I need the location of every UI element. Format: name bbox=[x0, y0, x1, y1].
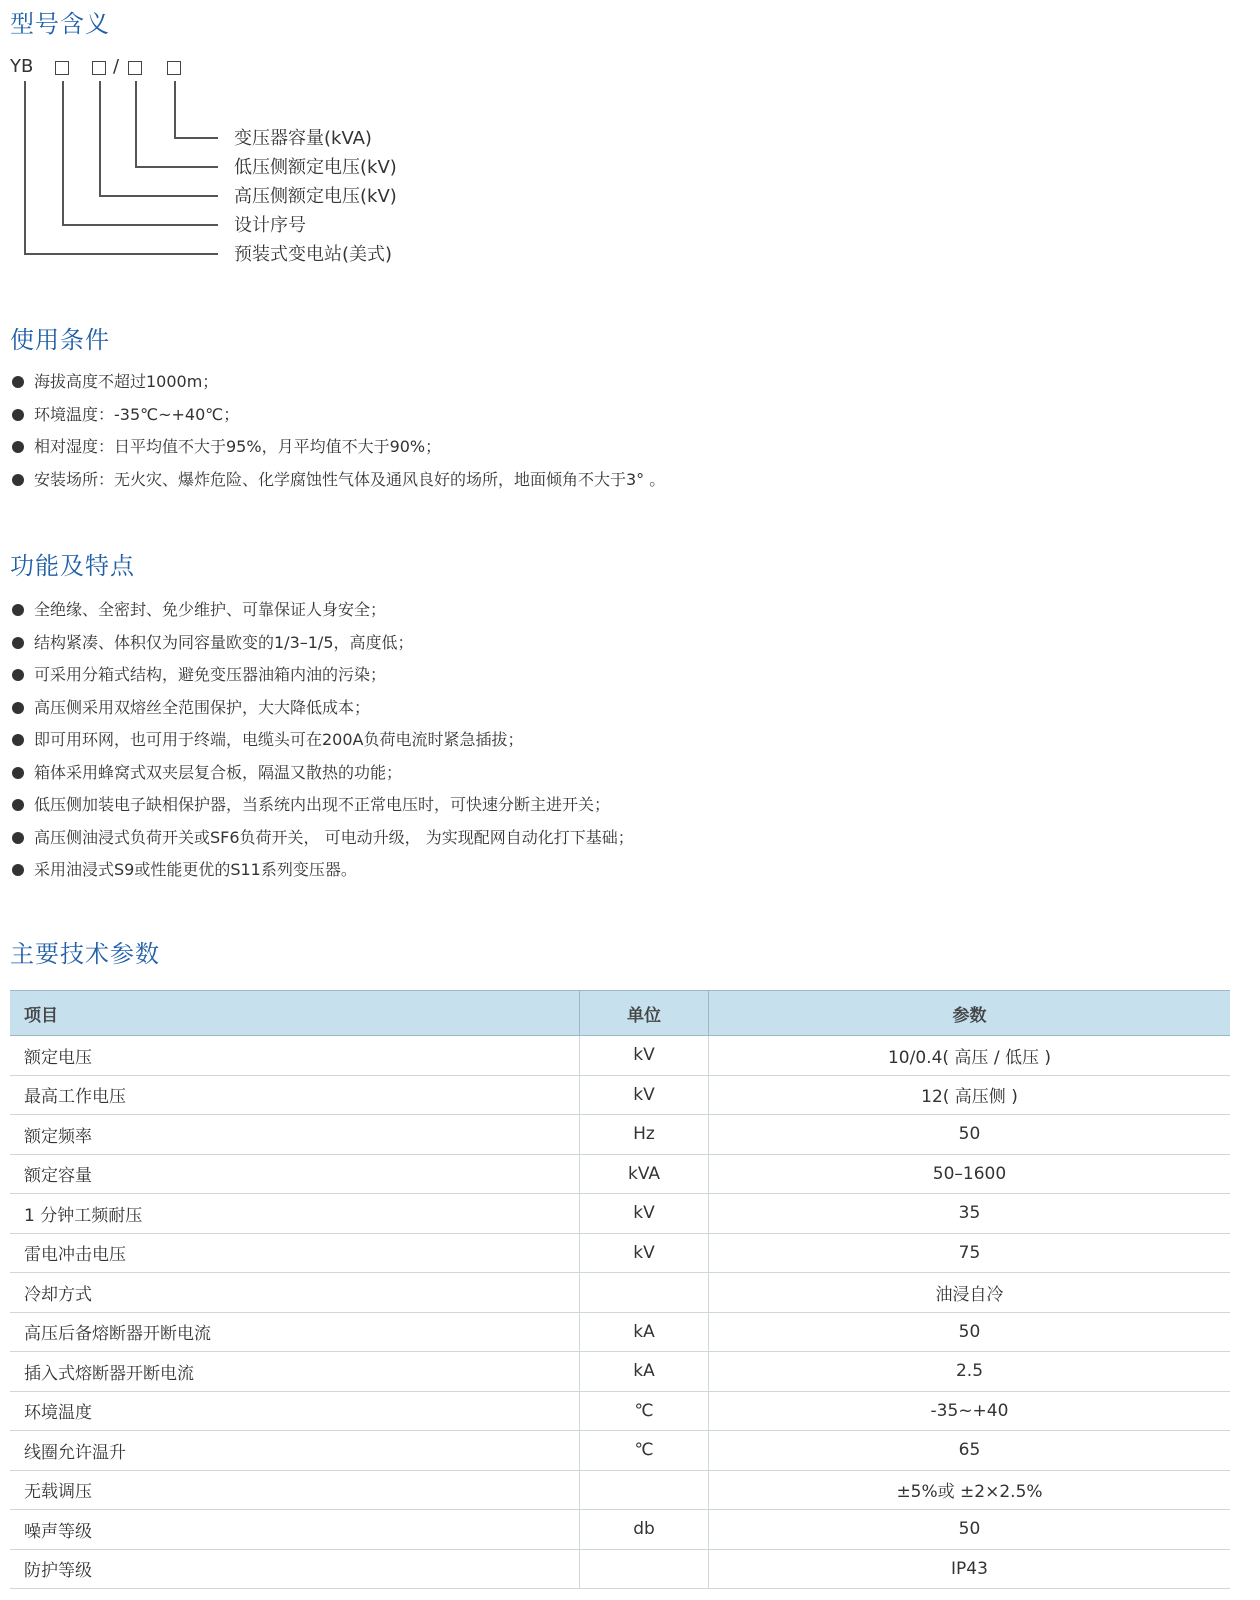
bullet-dot-icon bbox=[12, 702, 24, 714]
bullet-dot-icon bbox=[12, 474, 24, 486]
code-box-capacity bbox=[167, 61, 181, 75]
cell-unit bbox=[580, 1549, 709, 1589]
legend-hv-voltage: 高压侧额定电压(kV) bbox=[234, 186, 397, 207]
section-title-features: 功能及特点 bbox=[10, 552, 135, 580]
cell-item: 高压后备熔断器开断电流 bbox=[10, 1312, 580, 1352]
bullet-dot-icon bbox=[12, 604, 24, 616]
usage-conditions-list bbox=[10, 366, 665, 496]
list-item-text: 相对湿度：日平均值不大于95%，月平均值不大于90%； bbox=[34, 437, 442, 456]
model-code-prefix: YB bbox=[10, 56, 34, 77]
header-unit: 单位 bbox=[580, 991, 709, 1036]
list-item bbox=[10, 822, 634, 855]
cell-unit: ℃ bbox=[580, 1431, 709, 1471]
code-box-hv-voltage bbox=[92, 61, 106, 75]
bullet-dot-icon bbox=[12, 767, 24, 779]
cell-item: 1 分钟工频耐压 bbox=[10, 1194, 580, 1234]
bullet-dot-icon bbox=[12, 409, 24, 421]
table-row bbox=[10, 1431, 1230, 1471]
bracket-line bbox=[24, 81, 26, 253]
cell-item: 额定电压 bbox=[10, 1036, 580, 1076]
table-row bbox=[10, 1115, 1230, 1155]
list-item-text: 可采用分箱式结构，避免变压器油箱内油的污染； bbox=[34, 665, 387, 684]
table-row bbox=[10, 1312, 1230, 1352]
bracket-line bbox=[135, 81, 137, 166]
legend-substation-type: 预装式变电站(美式) bbox=[234, 244, 393, 265]
list-item bbox=[10, 399, 665, 432]
table-row bbox=[10, 1470, 1230, 1510]
list-item-text: 全绝缘、全密封、免少维护、可靠保证人身安全； bbox=[34, 600, 387, 619]
table-row bbox=[10, 1510, 1230, 1550]
table-header-row bbox=[10, 991, 1230, 1036]
model-code-diagram bbox=[0, 50, 700, 290]
code-slash: / bbox=[113, 56, 120, 77]
cell-item: 雷电冲击电压 bbox=[10, 1233, 580, 1273]
cell-param: 50 bbox=[709, 1312, 1231, 1352]
list-item-text: 环境温度：-35℃~+40℃； bbox=[34, 404, 240, 424]
cell-item: 环境温度 bbox=[10, 1391, 580, 1431]
list-item-text: 箱体采用蜂窝式双夹层复合板，隔温又散热的功能； bbox=[34, 762, 403, 782]
list-item-text: 即可用环网，也可用于终端，电缆头可在200A负荷电流时紧急插拔； bbox=[34, 730, 524, 749]
list-item-text: 采用油浸式S9或性能更优的S11系列变压器。 bbox=[34, 860, 357, 879]
table-row bbox=[10, 1154, 1230, 1194]
cell-unit: kA bbox=[580, 1352, 709, 1392]
cell-unit: kV bbox=[580, 1075, 709, 1115]
header-param: 参数 bbox=[709, 991, 1231, 1036]
table-row bbox=[10, 1233, 1230, 1273]
list-item bbox=[10, 431, 665, 464]
cell-item: 防护等级 bbox=[10, 1549, 580, 1589]
cell-param: 油浸自冷 bbox=[709, 1273, 1231, 1313]
bracket-line bbox=[99, 81, 101, 195]
tech-params-body bbox=[10, 1036, 1230, 1589]
table-row bbox=[10, 1194, 1230, 1234]
bullet-dot-icon bbox=[12, 441, 24, 453]
cell-unit bbox=[580, 1470, 709, 1510]
tech-params-table bbox=[10, 990, 1230, 1589]
table-row bbox=[10, 1273, 1230, 1313]
cell-item: 冷却方式 bbox=[10, 1273, 580, 1313]
cell-item: 额定频率 bbox=[10, 1115, 580, 1155]
cell-param: 50 bbox=[709, 1510, 1231, 1550]
cell-unit: kV bbox=[580, 1036, 709, 1076]
cell-param: 35 bbox=[709, 1194, 1231, 1234]
list-item bbox=[10, 627, 634, 660]
section-title-usage-conditions: 使用条件 bbox=[10, 326, 110, 354]
list-item-text: 高压侧油浸式负荷开关或SF6负荷开关， 可电动升级， 为实现配网自动化打下基础； bbox=[34, 827, 634, 847]
cell-param: 10/0.4( 高压 / 低压 ) bbox=[709, 1036, 1231, 1076]
table-row bbox=[10, 1075, 1230, 1115]
cell-unit: ℃ bbox=[580, 1391, 709, 1431]
cell-item: 额定容量 bbox=[10, 1154, 580, 1194]
table-row bbox=[10, 1036, 1230, 1076]
bracket-line bbox=[24, 253, 218, 255]
cell-unit: kV bbox=[580, 1194, 709, 1234]
bullet-dot-icon bbox=[12, 637, 24, 649]
list-item bbox=[10, 659, 634, 692]
cell-param: 50–1600 bbox=[709, 1154, 1231, 1194]
legend-capacity: 变压器容量(kVA) bbox=[234, 128, 372, 149]
bullet-dot-icon bbox=[12, 799, 24, 811]
table-row bbox=[10, 1391, 1230, 1431]
cell-param: 75 bbox=[709, 1233, 1231, 1273]
list-item-text: 安装场所：无火灾、爆炸危险、化学腐蚀性气体及通风良好的场所，地面倾角不大于3° 。 bbox=[34, 469, 666, 489]
cell-item: 无载调压 bbox=[10, 1470, 580, 1510]
code-box-design-number bbox=[55, 61, 69, 75]
list-item bbox=[10, 789, 634, 822]
cell-unit: Hz bbox=[580, 1115, 709, 1155]
cell-param: ±5%或 ±2×2.5% bbox=[709, 1470, 1231, 1510]
bullet-dot-icon bbox=[12, 669, 24, 681]
bullet-dot-icon bbox=[12, 734, 24, 746]
code-box-lv-voltage bbox=[128, 61, 142, 75]
bracket-line bbox=[99, 195, 218, 197]
bracket-line bbox=[135, 166, 218, 168]
cell-param: -35~+40 bbox=[709, 1391, 1231, 1431]
cell-unit: kVA bbox=[580, 1154, 709, 1194]
cell-param: 12( 高压侧 ) bbox=[709, 1075, 1231, 1115]
table-row bbox=[10, 1352, 1230, 1392]
bracket-line bbox=[174, 81, 176, 137]
list-item-text: 结构紧凑、体积仅为同容量欧变的1/3–1/5，高度低； bbox=[34, 632, 414, 652]
cell-unit: kA bbox=[580, 1312, 709, 1352]
bullet-dot-icon bbox=[12, 832, 24, 844]
cell-param: 65 bbox=[709, 1431, 1231, 1471]
bracket-line bbox=[174, 137, 218, 139]
list-item-text: 低压侧加装电子缺相保护器，当系统内出现不正常电压时，可快速分断主进开关； bbox=[34, 795, 611, 814]
cell-param: 2.5 bbox=[709, 1352, 1231, 1392]
cell-unit bbox=[580, 1273, 709, 1313]
legend-design-number: 设计序号 bbox=[234, 215, 306, 236]
table-row bbox=[10, 1549, 1230, 1589]
list-item bbox=[10, 594, 634, 627]
cell-item: 插入式熔断器开断电流 bbox=[10, 1352, 580, 1392]
cell-unit: db bbox=[580, 1510, 709, 1550]
cell-item: 噪声等级 bbox=[10, 1510, 580, 1550]
cell-item: 最高工作电压 bbox=[10, 1075, 580, 1115]
header-item: 项目 bbox=[10, 991, 580, 1036]
list-item bbox=[10, 724, 634, 757]
section-title-tech-params: 主要技术参数 bbox=[10, 940, 160, 968]
bullet-dot-icon bbox=[12, 864, 24, 876]
cell-item: 线圈允许温升 bbox=[10, 1431, 580, 1471]
list-item bbox=[10, 464, 665, 497]
list-item bbox=[10, 692, 634, 725]
list-item bbox=[10, 757, 634, 790]
bullet-dot-icon bbox=[12, 376, 24, 388]
list-item bbox=[10, 854, 634, 887]
list-item bbox=[10, 366, 665, 399]
cell-param: IP43 bbox=[709, 1549, 1231, 1589]
section-title-model-meaning: 型号含义 bbox=[10, 10, 110, 38]
legend-lv-voltage: 低压侧额定电压(kV) bbox=[234, 157, 397, 178]
list-item-text: 海拔高度不超过1000m； bbox=[34, 372, 219, 391]
features-list bbox=[10, 594, 634, 887]
cell-param: 50 bbox=[709, 1115, 1231, 1155]
bracket-line bbox=[62, 81, 64, 224]
cell-unit: kV bbox=[580, 1233, 709, 1273]
list-item-text: 高压侧采用双熔丝全范围保护，大大降低成本； bbox=[34, 697, 371, 717]
bracket-line bbox=[62, 224, 218, 226]
